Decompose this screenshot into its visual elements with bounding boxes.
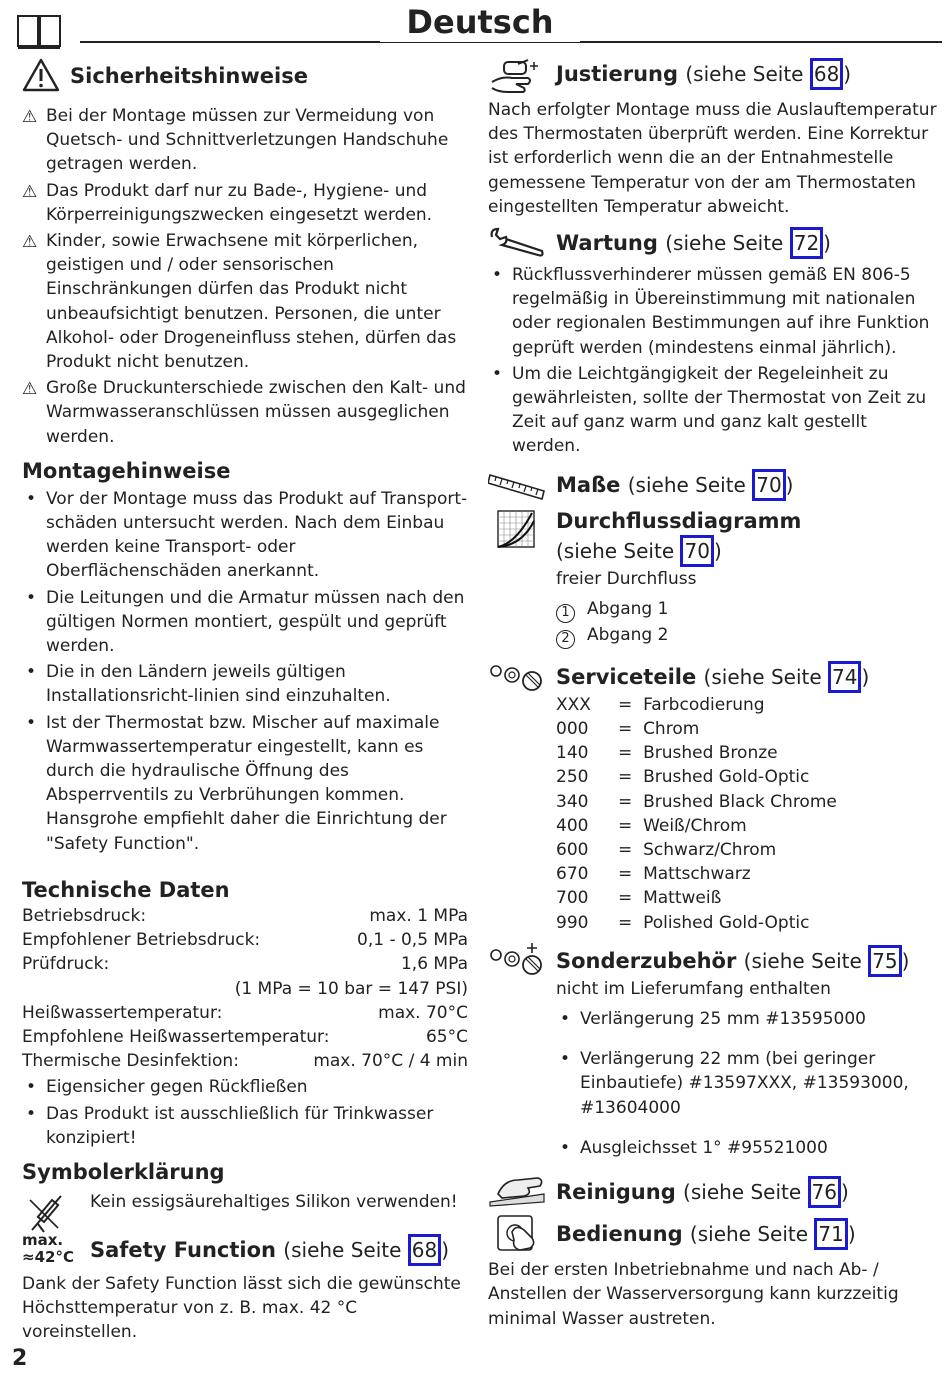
service-title: Serviceteile (siehe Seite 74 ) <box>556 661 938 693</box>
list-item: 400 = Weiß/Chrom <box>556 815 747 836</box>
page-link[interactable]: 72 <box>790 227 823 259</box>
thermometer-hand-icon <box>488 58 544 100</box>
warning-small-icon: ⚠ <box>22 232 38 253</box>
operation-text: Bei der ersten Inbetriebnahme und nach Ab- / Anstellen der Wasserversorgung kann kurzzeitig minimal Wasser austreten. <box>488 1260 899 1329</box>
accessories-section <box>488 945 938 1160</box>
accessories-title: Sonderzubehör (siehe Seite 75 ) <box>556 945 938 977</box>
page-number: 2 <box>12 1346 28 1371</box>
page-link[interactable]: 75 <box>868 945 901 977</box>
maintenance-title: Wartung (siehe Seite 72 ) <box>556 227 938 259</box>
warning-small-icon: ⚠ <box>22 107 38 127</box>
list-item: • Ausgleichsset 1° #95521000 <box>556 1136 938 1160</box>
outlet-number: 2 <box>556 630 575 649</box>
tech-table <box>22 904 468 1073</box>
book-icon <box>16 12 62 57</box>
page-link[interactable]: 68 <box>810 58 843 90</box>
operation-title: Bedienung (siehe Seite 71 ) <box>556 1218 938 1250</box>
list-item: • Eigensicher gegen Rückfließen <box>22 1075 468 1099</box>
mounting-title: Montagehinweise <box>22 458 231 483</box>
list-item: ⚠ Bei der Montage müssen zur Vermeidung von Quetsch- und Schnittverletzungen Handschuhe getragen werden. <box>22 106 449 175</box>
page-link[interactable]: 68 <box>408 1234 441 1266</box>
mounting-list <box>22 487 468 856</box>
warning-icon <box>22 58 60 92</box>
dimensions-title: Maße (siehe Seite 70 ) <box>556 469 938 501</box>
tech-title: Technische Daten <box>22 877 230 902</box>
accessories-list <box>556 1007 938 1160</box>
silicone-text: Kein essigsäurehaltiges Silikon verwenden! <box>90 1191 458 1212</box>
page-link[interactable]: 70 <box>752 469 785 501</box>
tech-list <box>22 1075 468 1150</box>
safety-function-title: Safety Function (siehe Seite 68 ) <box>90 1234 468 1266</box>
warning-small-icon: ⚠ <box>22 379 38 400</box>
safety-function-text: Dank der Safety Function lässt sich die gewünschte Höchsttemperatur von z. B. max. 42 °C voreinstellen. <box>22 1273 461 1343</box>
list-item: • Verlängerung 22 mm (bei geringer Einbautiefe) #13597XXX, #13593000, #13604000 <box>556 1047 938 1120</box>
service-section <box>488 661 938 935</box>
ruler-icon <box>488 469 546 503</box>
list-item: 340 = Brushed Black Chrome <box>556 791 837 812</box>
list-item: 700 = Mattweiß <box>556 888 722 909</box>
table-row: Prüfdruck: 1,6 MPa <box>22 954 468 975</box>
list-item: • Verlängerung 25 mm #13595000 <box>556 1007 938 1031</box>
list-item: 140 = Brushed Bronze <box>556 743 778 764</box>
max-temp-icon: max. ≈42°C <box>22 1230 74 1266</box>
table-row: Thermische Desinfektion: max. 70°C / 4 min <box>22 1051 468 1072</box>
safety-title: Sicherheitshinweise <box>70 64 308 88</box>
silicone-gun-icon <box>28 1194 64 1234</box>
table-row: (1 MPa = 10 bar = 147 PSI) <box>234 978 468 999</box>
list-item: 600 = Schwarz/Chrom <box>556 840 777 861</box>
page-link[interactable]: 71 <box>814 1218 847 1250</box>
page-link[interactable]: 76 <box>808 1176 841 1208</box>
page-link[interactable]: 70 <box>680 535 713 567</box>
outlet-number: 1 <box>556 604 575 623</box>
warning-small-icon: ⚠ <box>22 181 38 202</box>
safety-list <box>22 104 468 449</box>
list-item: • Ist der Thermostat bzw. Mischer auf maximale Warmwassertemperatur eingestellt, kann es durch die hydraulische Öffnung des Absperrventils zu Verbrühungen kommen. Hansgrohe empfiehlt daher die Einrichtung der "Safety Function". <box>22 711 468 856</box>
operation-hand-icon <box>492 1212 542 1252</box>
table-row: Heißwassertemperatur: max. 70°C <box>22 1002 468 1023</box>
list-item: • Die Leitungen und die Armatur müssen nach den gültigen Normen montiert, gespült und geprüft werden. <box>22 586 468 659</box>
right-column <box>488 54 938 1331</box>
cleaning-heading <box>488 1176 938 1216</box>
service-parts-icon <box>488 661 546 695</box>
list-item: ⚠ Große Druckunterschiede zwischen den Kalt- und Warmwasseranschlüssen müssen ausgeglichen werden. <box>22 378 466 447</box>
dimensions-heading <box>488 469 938 505</box>
list-item: ⚠ Das Produkt darf nur zu Bade-, Hygiene- und Körperreinigungszwecken eingesetzt werden. <box>22 180 433 225</box>
color-code-list <box>556 693 938 935</box>
wrench-icon <box>488 227 548 259</box>
list-item: • Das Produkt ist ausschließlich für Trinkwasser konzipiert! <box>22 1102 468 1150</box>
cleaning-title: Reinigung (siehe Seite 76 ) <box>556 1176 938 1208</box>
list-item: • Um die Leichtgängigkeit der Regeleinheit zu gewährleisten, sollte der Thermostat von Zeit zu Zeit auf ganz warm und ganz kalt gestellt werden. <box>488 362 938 459</box>
outlet-list <box>556 597 938 649</box>
symbols-title: Symbolerklärung <box>22 1159 225 1184</box>
table-row: Empfohlene Heißwassertemperatur: 65°C <box>22 1026 468 1047</box>
list-item: ⚠ Kinder, sowie Erwachsene mit körperlichen, geistigen und / oder sensorischen Einschränkungen dürfen das Produkt nicht unbeaufsichtigt benutzen. Personen, die unter Alkohol- oder Drogeneinfluss stehen, dürfen das Produkt nicht benutzen. <box>22 231 457 373</box>
silicone-row <box>22 1190 468 1234</box>
table-row: Empfohlener Betriebsdruck: 0,1 - 0,5 MPa <box>22 930 468 951</box>
list-item: • Die in den Ländern jeweils gültigen Installationsricht-linien sind einzuhalten. <box>22 660 468 708</box>
flow-title: Durchflussdiagramm <box>556 508 802 533</box>
list-item: • Vor der Montage muss das Produkt auf Transport-schäden untersucht werden. Nach dem Einbau werden keine Transport- oder Oberflächenschäden anerkannt. <box>22 487 468 584</box>
flow-section <box>488 507 938 649</box>
list-item: XXX = Farbcodierung <box>556 694 765 715</box>
list-item: 250 = Brushed Gold-Optic <box>556 767 810 788</box>
safety-section <box>22 62 468 102</box>
table-row: Betriebsdruck: max. 1 MPa <box>22 905 468 926</box>
list-item: 2 Abgang 2 <box>556 623 938 649</box>
flow-ref: (siehe Seite 70 ) <box>556 535 938 567</box>
flow-subtitle: freier Durchfluss <box>556 568 697 589</box>
operation-heading <box>488 1218 938 1258</box>
list-item: 990 = Polished Gold-Optic <box>556 912 810 933</box>
left-column <box>22 62 468 1345</box>
maintenance-heading <box>488 227 938 261</box>
list-item: 000 = Chrom <box>556 719 700 740</box>
safety-function-heading <box>22 1230 468 1266</box>
list-item: • Rückflussverhinderer müssen gemäß EN 806-5 regelmäßig in Übereinstimmung mit nationalen oder regionalen Bestimmungen auf ihre Funktion geprüft werden (mindestens einmal jährlich). <box>488 263 938 360</box>
adjust-heading <box>488 54 938 98</box>
cleaning-hand-icon <box>488 1172 546 1208</box>
maintenance-list <box>488 263 938 459</box>
adjust-title: Justierung (siehe Seite 68 ) <box>556 54 938 90</box>
page-title: Deutsch <box>380 2 580 42</box>
list-item: 670 = Mattschwarz <box>556 864 751 885</box>
list-item: 1 Abgang 1 <box>556 597 938 623</box>
accessories-subtitle: nicht im Lieferumfang enthalten <box>556 978 831 999</box>
flow-diagram-icon <box>496 509 536 549</box>
adjust-text: Nach erfolgter Montage muss die Auslauftemperatur des Thermostaten überprüft werden. Eine Korrektur ist erforderlich wenn die an der Entnahmestelle gemessene Temperatur von der am Thermostaten eingestellten Temperatur abweicht. <box>488 100 937 217</box>
accessories-icon <box>488 941 546 979</box>
page-link[interactable]: 74 <box>828 661 861 693</box>
